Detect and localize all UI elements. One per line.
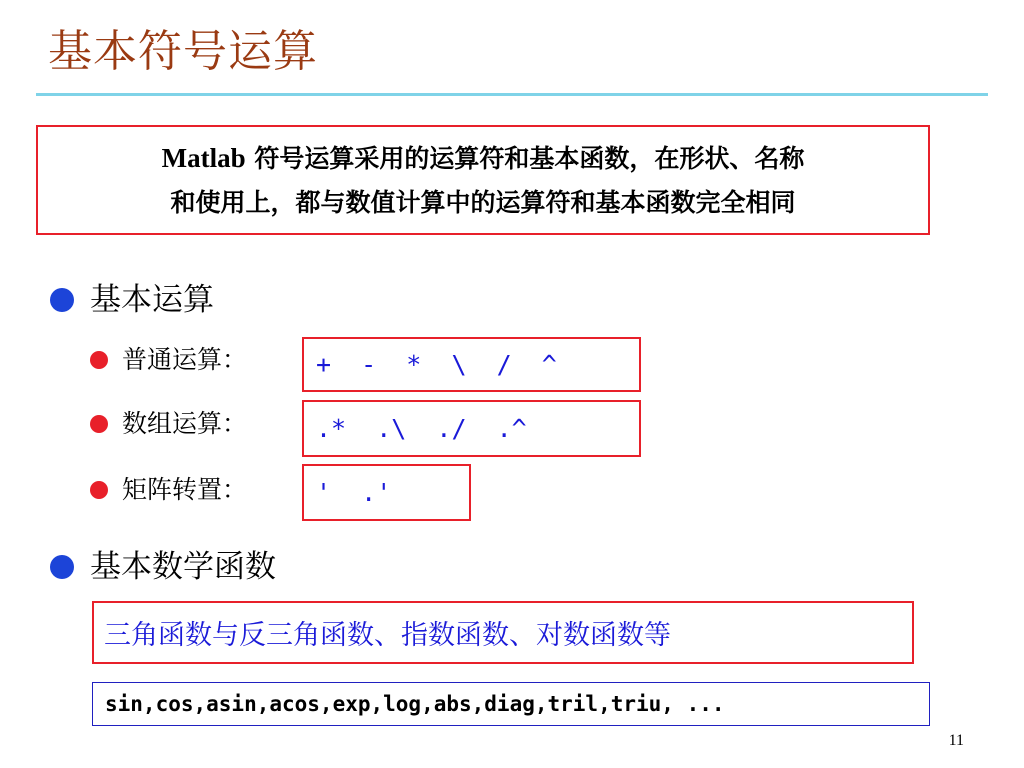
operators-text: ' .' [316,478,392,507]
section-heading: 基本运算 [90,282,214,318]
red-bullet-icon [90,415,108,433]
intro-box [36,125,930,235]
intro-matlab-word: Matlab [161,142,246,173]
operators-box-ordinary [302,337,641,392]
math-functions-description: 三角函数与反三角函数、指数函数、对数函数等 [104,620,671,651]
title-divider [36,93,988,96]
operators-text: .* .\ ./ .^ [316,414,527,443]
operators-box-array [302,400,641,457]
red-bullet-icon [90,351,108,369]
intro-line-1-text: 符号运算采用的运算符和基本函数，在形状、名称 [245,143,805,173]
item-label: 数组运算： [122,409,248,438]
item-label: 普通运算： [122,345,248,374]
intro-line-2: 和使用上，都与数值计算中的运算符和基本函数完全相同 [170,187,796,217]
math-functions-description-box [92,601,914,664]
blue-bullet-icon [50,555,74,579]
blue-bullet-icon [50,288,74,312]
item-label: 矩阵转置： [122,475,248,504]
page-number: 11 [948,732,964,749]
function-list-box [92,682,930,726]
slide-title: 基本符号运算 [48,26,318,77]
intro-line-1 [162,136,805,181]
operators-box-transpose [302,464,471,521]
red-bullet-icon [90,481,108,499]
function-list: sin,cos,asin,acos,exp,log,abs,diag,tril,triu, ... [105,692,725,716]
section-heading: 基本数学函数 [90,549,276,585]
operators-text: + - * \ / ^ [316,350,557,379]
